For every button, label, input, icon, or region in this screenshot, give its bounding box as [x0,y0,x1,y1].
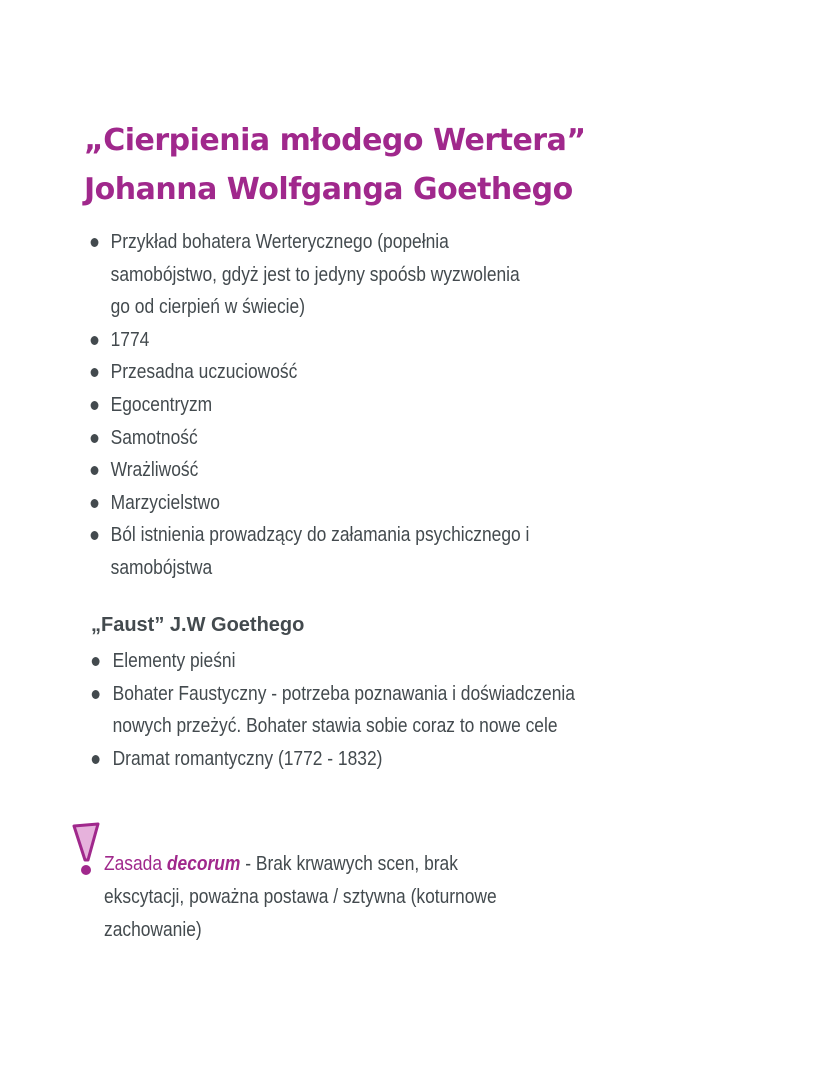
section-heading-faust: „Faust” J.W Goethego [91,614,305,636]
note-term: decorum [166,853,241,875]
note-prefix: Zasada [104,853,163,875]
bullet-icon [91,499,99,508]
list-item: Bohater Faustyczny - potrzeba poznawania i doświadczenia nowych przeżyć. Bohater stawia sobie coraz to nowe cele [90,678,577,743]
bullet-icon [91,466,99,475]
bullet-icon [91,531,99,540]
bullet-icon [91,368,99,377]
list-item: 1774 [88,324,540,357]
list-item: Marzycielstwo [88,487,540,520]
bullet-icon [91,434,99,443]
bullet-icon [92,657,100,666]
bullet-list-faust [90,645,650,775]
page-title: „Cierpienia młodego Wertera” Johanna Wolfganga Goethego [84,123,586,207]
list-item: Przykład bohatera Werterycznego (popełnia samobójstwo, gdyż jest to jedyny spoósb wyzwolenia go od cierpień w świecie) [88,226,540,324]
list-item: Elementy pieśni [90,645,577,678]
list-item: Wrażliwość [88,454,540,487]
list-item: Przesadna uczuciowość [88,356,540,389]
bullet-icon [91,336,99,345]
bullet-icon [92,690,100,699]
bullet-icon [91,401,99,410]
exclamation-icon [71,822,101,878]
note-body: - Brak krwawych scen, brak ekscytacji, poważna postawa / sztywna (koturnowe zachowanie) [104,853,497,941]
list-item: Samotność [88,422,540,455]
list-item: Ból istnienia prowadzący do załamania psychicznego i samobójstwa [88,519,540,584]
decorum-note [104,848,522,947]
bullet-icon [92,755,100,764]
bullet-icon [91,238,99,247]
bullet-list-werter [88,226,608,585]
list-item: Egocentryzm [88,389,540,422]
list-item: Dramat romantyczny (1772 - 1832) [90,743,577,776]
